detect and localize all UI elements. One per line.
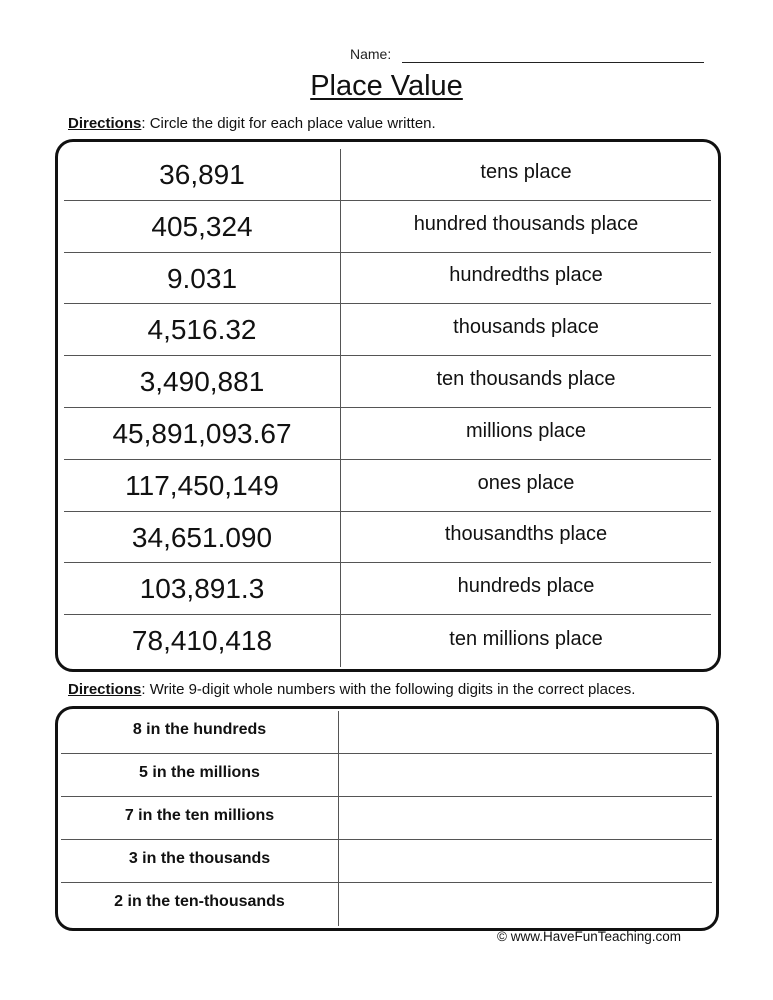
directions-write — [68, 681, 635, 698]
directions-text: : Write 9-digit whole numbers with the following digits in the correct places. — [141, 681, 636, 698]
prompt-cell: 5 in the millions — [61, 754, 339, 796]
place-cell: thousandths place — [444, 523, 608, 546]
number-cell[interactable]: 45,891,093.67 — [64, 408, 341, 459]
place-cell: ones place — [477, 471, 575, 494]
place-cell: thousands place — [453, 316, 599, 339]
number-cell[interactable]: 34,651.090 — [64, 512, 341, 563]
table-row — [61, 754, 712, 797]
table-row — [64, 149, 711, 201]
table-row — [64, 460, 711, 512]
number-cell[interactable]: 9.031 — [64, 253, 341, 304]
table-row — [64, 201, 711, 253]
place-value-table — [64, 149, 711, 667]
number-cell[interactable]: 405,324 — [64, 201, 341, 252]
number-cell[interactable]: 4,516.32 — [64, 304, 341, 355]
table-row — [61, 883, 712, 926]
directions-text: : Circle the digit for each place value written. — [141, 115, 436, 132]
table-row — [64, 408, 711, 460]
place-cell: hundred thousands place — [413, 212, 639, 235]
table-row — [64, 253, 711, 305]
copyright-footer: © www.HaveFunTeaching.com — [497, 929, 682, 944]
answer-field[interactable] — [339, 754, 712, 796]
page-title-wrapper — [0, 70, 773, 103]
table-row — [64, 512, 711, 564]
table-row — [64, 304, 711, 356]
prompt-cell: 3 in the thousands — [61, 840, 339, 882]
number-cell[interactable]: 78,410,418 — [64, 615, 341, 667]
answer-field[interactable] — [339, 840, 712, 882]
table-row — [61, 797, 712, 840]
place-cell: hundreds place — [457, 575, 595, 598]
answer-field[interactable] — [339, 797, 712, 839]
place-cell: ten thousands place — [436, 368, 616, 391]
place-cell: hundredths place — [449, 264, 603, 287]
directions-label: Directions — [68, 681, 142, 698]
directions-label: Directions — [68, 115, 142, 132]
answer-field[interactable] — [339, 883, 712, 926]
directions-circle — [68, 115, 436, 132]
place-cell: tens place — [480, 160, 572, 183]
place-cell: millions place — [465, 419, 587, 442]
table-row — [64, 615, 711, 667]
table-row — [64, 356, 711, 408]
prompt-cell: 7 in the ten millions — [61, 797, 339, 839]
table-row — [61, 840, 712, 883]
number-cell[interactable]: 36,891 — [64, 149, 341, 200]
prompt-cell: 2 in the ten-thousands — [61, 883, 339, 926]
number-cell[interactable]: 117,450,149 — [64, 460, 341, 511]
name-label: Name: — [350, 46, 392, 62]
prompt-cell: 8 in the hundreds — [61, 711, 339, 753]
write-numbers-table — [61, 711, 712, 926]
number-cell[interactable]: 103,891.3 — [64, 563, 341, 614]
page-title: Place Value — [310, 70, 463, 102]
place-cell: ten millions place — [449, 627, 603, 650]
table-row — [64, 563, 711, 615]
table-row — [61, 711, 712, 754]
answer-field[interactable] — [339, 711, 712, 753]
number-cell[interactable]: 3,490,881 — [64, 356, 341, 407]
name-line[interactable] — [402, 62, 704, 63]
